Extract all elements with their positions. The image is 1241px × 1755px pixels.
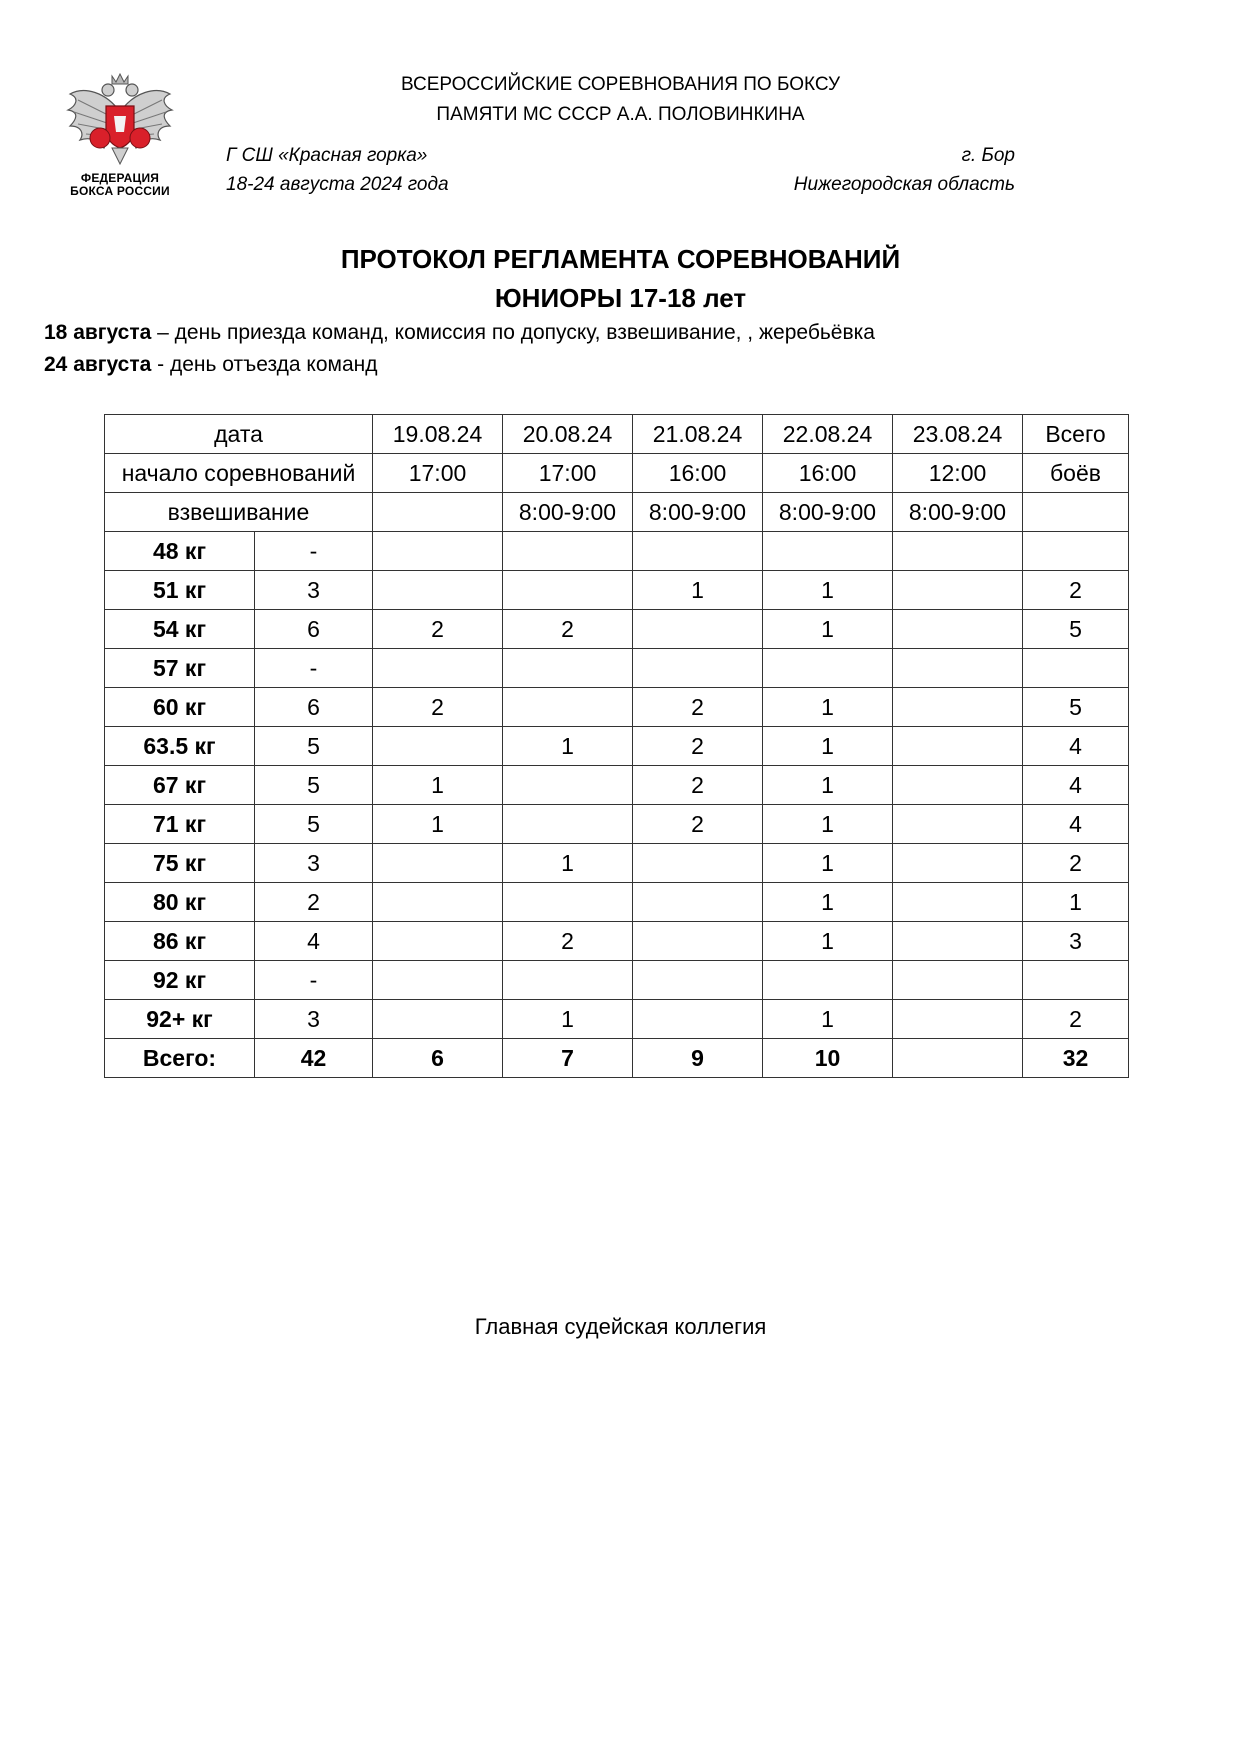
bouts-count: 2 [633, 727, 763, 766]
bouts-count [503, 961, 633, 1000]
bouts-count [373, 727, 503, 766]
bouts-count: 1 [503, 727, 633, 766]
participants-count: - [255, 649, 373, 688]
row-total: 1 [1023, 883, 1129, 922]
weight-class: 63.5 кг [105, 727, 255, 766]
weight-class: 80 кг [105, 883, 255, 922]
weight-class: 67 кг [105, 766, 255, 805]
start-label: начало соревнований [105, 454, 373, 493]
bouts-count: 1 [633, 571, 763, 610]
bouts-count: 1 [503, 844, 633, 883]
header-row-weigh [105, 493, 1129, 532]
row-total [1023, 961, 1129, 1000]
bouts-count: 1 [763, 571, 893, 610]
weight-class: 60 кг [105, 688, 255, 727]
bouts-count [893, 571, 1023, 610]
bouts-count [633, 922, 763, 961]
row-total [1023, 532, 1129, 571]
row-total: 2 [1023, 1000, 1129, 1039]
bouts-count: 1 [503, 1000, 633, 1039]
bouts-count [373, 922, 503, 961]
row-total [1023, 649, 1129, 688]
weight-class: 54 кг [105, 610, 255, 649]
participants-count: - [255, 961, 373, 1000]
row-total: 4 [1023, 805, 1129, 844]
date-header: 23.08.24 [893, 415, 1023, 454]
weight-class-row [105, 610, 1129, 649]
bouts-count: 2 [633, 805, 763, 844]
note-arrival [44, 321, 875, 345]
row-total: 2 [1023, 571, 1129, 610]
bouts-count: 1 [763, 610, 893, 649]
bouts-count: 1 [763, 844, 893, 883]
day-total: 9 [633, 1039, 763, 1078]
bouts-count: 1 [763, 805, 893, 844]
venue-name: Г СШ «Красная горка» [226, 145, 428, 166]
total-row [105, 1039, 1129, 1078]
bouts-count [893, 610, 1023, 649]
bouts-count [893, 1000, 1023, 1039]
bouts-count: 1 [763, 727, 893, 766]
day-total [893, 1039, 1023, 1078]
bouts-count [893, 961, 1023, 1000]
participants-count: - [255, 532, 373, 571]
bouts-count: 2 [633, 688, 763, 727]
participants-count: 2 [255, 883, 373, 922]
row-total: 5 [1023, 610, 1129, 649]
bouts-count [373, 1000, 503, 1039]
bouts-count: 2 [373, 688, 503, 727]
logo-line-1: ФЕДЕРАЦИЯ [80, 171, 160, 185]
weigh-in-time: 8:00-9:00 [893, 493, 1023, 532]
weight-class-row [105, 961, 1129, 1000]
bouts-count: 1 [763, 1000, 893, 1039]
header-row-start [105, 454, 1129, 493]
participants-count: 5 [255, 805, 373, 844]
weight-class: 92 кг [105, 961, 255, 1000]
bouts-count [633, 649, 763, 688]
start-time: 17:00 [503, 454, 633, 493]
participants-count: 4 [255, 922, 373, 961]
bouts-count [893, 766, 1023, 805]
start-time: 17:00 [373, 454, 503, 493]
weigh-in-time [373, 493, 503, 532]
day-total: 6 [373, 1039, 503, 1078]
bouts-count [763, 961, 893, 1000]
bouts-count: 1 [763, 766, 893, 805]
bouts-count [503, 688, 633, 727]
bouts-count [893, 805, 1023, 844]
date-header: 21.08.24 [633, 415, 763, 454]
bouts-count: 1 [373, 766, 503, 805]
participants-count: 3 [255, 1000, 373, 1039]
bouts-count [893, 688, 1023, 727]
bouts-count [373, 649, 503, 688]
bouts-count [503, 883, 633, 922]
weight-class-row [105, 649, 1129, 688]
day-total: 10 [763, 1039, 893, 1078]
bouts-count [633, 883, 763, 922]
weight-class: 71 кг [105, 805, 255, 844]
weight-class-row [105, 766, 1129, 805]
total-label: Всего: [105, 1039, 255, 1078]
weigh-in-time: 8:00-9:00 [503, 493, 633, 532]
bouts-count [893, 922, 1023, 961]
weight-class: 86 кг [105, 922, 255, 961]
bouts-count [763, 649, 893, 688]
note-departure-date: 24 августа [44, 353, 152, 376]
bouts-count [503, 649, 633, 688]
weight-class-row [105, 532, 1129, 571]
bouts-count [893, 727, 1023, 766]
total-bouts-label-2: боёв [1023, 454, 1129, 493]
weight-class: 57 кг [105, 649, 255, 688]
bouts-count [373, 532, 503, 571]
bouts-count [503, 766, 633, 805]
weight-class-row [105, 688, 1129, 727]
day-total: 7 [503, 1039, 633, 1078]
bouts-count [763, 532, 893, 571]
row-total: 2 [1023, 844, 1129, 883]
empty-cell [1023, 493, 1129, 532]
bouts-count [633, 844, 763, 883]
row-total: 3 [1023, 922, 1129, 961]
region: Нижегородская область [793, 174, 1015, 195]
bouts-count [503, 532, 633, 571]
participants-count: 3 [255, 571, 373, 610]
total-bouts-label-1: Всего [1023, 415, 1129, 454]
participants-count: 6 [255, 610, 373, 649]
bouts-count [893, 844, 1023, 883]
weigh-in-time: 8:00-9:00 [633, 493, 763, 532]
weight-class-row [105, 883, 1129, 922]
weigh-in-label: взвешивание [105, 493, 373, 532]
grand-total: 32 [1023, 1039, 1129, 1078]
weight-class: 48 кг [105, 532, 255, 571]
bouts-count [633, 1000, 763, 1039]
note-arrival-date: 18 августа [44, 321, 152, 344]
logo-text [60, 172, 180, 198]
chief-judges-panel: Главная судейская коллегия [474, 1314, 767, 1339]
weight-class: 51 кг [105, 571, 255, 610]
bouts-count [893, 649, 1023, 688]
logo-line-2: БОКСА РОССИИ [70, 184, 170, 198]
total-participants: 42 [255, 1039, 373, 1078]
event-dates: 18-24 августа 2024 года [226, 174, 449, 195]
bouts-count: 2 [503, 610, 633, 649]
weigh-in-time: 8:00-9:00 [763, 493, 893, 532]
city: г. Бор [961, 145, 1015, 166]
bouts-count [373, 961, 503, 1000]
row-total: 4 [1023, 727, 1129, 766]
schedule-table [104, 414, 1129, 1078]
start-time: 16:00 [633, 454, 763, 493]
bouts-count [633, 961, 763, 1000]
date-label: дата [105, 415, 373, 454]
bouts-count: 2 [633, 766, 763, 805]
date-header: 19.08.24 [373, 415, 503, 454]
bouts-count [373, 844, 503, 883]
bouts-count: 2 [503, 922, 633, 961]
weight-class-row [105, 571, 1129, 610]
participants-count: 5 [255, 727, 373, 766]
weight-class: 92+ кг [105, 1000, 255, 1039]
row-total: 5 [1023, 688, 1129, 727]
bouts-count [373, 883, 503, 922]
bouts-count [893, 532, 1023, 571]
bouts-count: 1 [763, 922, 893, 961]
bouts-count [373, 571, 503, 610]
date-header: 20.08.24 [503, 415, 633, 454]
row-total: 4 [1023, 766, 1129, 805]
note-arrival-text: – день приезда команд, комиссия по допуску, взвешивание, , жеребьёвка [151, 321, 875, 344]
participants-count: 3 [255, 844, 373, 883]
bouts-count [503, 571, 633, 610]
participants-count: 5 [255, 766, 373, 805]
bouts-count: 1 [373, 805, 503, 844]
date-header: 22.08.24 [763, 415, 893, 454]
weight-class-row [105, 805, 1129, 844]
weight-class-row [105, 727, 1129, 766]
weight-class: 75 кг [105, 844, 255, 883]
bouts-count [633, 532, 763, 571]
note-departure [44, 353, 377, 377]
document-title: ПРОТОКОЛ РЕГЛАМЕНТА СОРЕВНОВАНИЙ [340, 244, 901, 274]
start-time: 16:00 [763, 454, 893, 493]
bouts-count [893, 883, 1023, 922]
bouts-count: 2 [373, 610, 503, 649]
header-title-line-2: ПАМЯТИ МС СССР А.А. ПОЛОВИНКИНА [436, 104, 805, 125]
bouts-count: 1 [763, 688, 893, 727]
weight-class-row [105, 922, 1129, 961]
header-title-line-1: ВСЕРОССИЙСКИЕ СОРЕВНОВАНИЯ ПО БОКСУ [400, 74, 841, 95]
header-row-dates [105, 415, 1129, 454]
start-time: 12:00 [893, 454, 1023, 493]
weight-class-row [105, 1000, 1129, 1039]
weight-class-row [105, 844, 1129, 883]
document-subtitle: ЮНИОРЫ 17-18 лет [494, 283, 747, 313]
bouts-count [503, 805, 633, 844]
bouts-count [633, 610, 763, 649]
bouts-count: 1 [763, 883, 893, 922]
note-departure-text: - день отъезда команд [151, 353, 378, 376]
participants-count: 6 [255, 688, 373, 727]
